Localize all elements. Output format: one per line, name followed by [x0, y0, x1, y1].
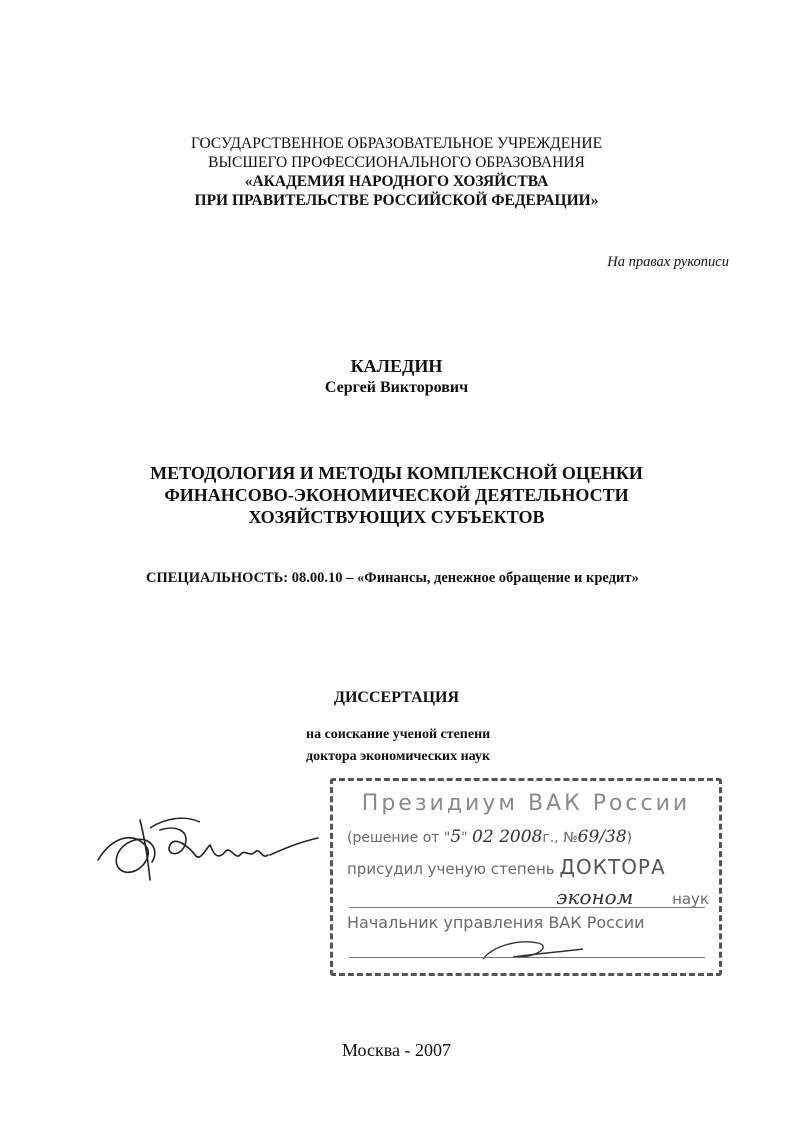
institution-line-3: «АКАДЕМИЯ НАРОДНОГО ХОЗЯЙСТВА: [244, 173, 549, 190]
city-year: Москва - 2007: [342, 1040, 451, 1060]
stamp-field-handwritten: эконом: [556, 885, 634, 909]
dissertation-title: [0, 462, 793, 528]
stamp-field-suffix: наук: [672, 890, 709, 908]
stamp-decision-day: 5: [450, 827, 462, 847]
author-surname: КАЛЕДИН: [350, 356, 443, 376]
degree-line-2: доктора экономических наук: [306, 749, 491, 764]
stamp-awarded-text: присудил ученую степень: [347, 860, 555, 878]
stamp-degree-word: ДОКТОРА: [559, 855, 666, 879]
title-line-1: МЕТОДОЛОГИЯ И МЕТОДЫ КОМПЛЕКСНОЙ ОЦЕНКИ: [150, 463, 643, 483]
stamp-chief: Начальник управления ВАК России: [347, 913, 645, 932]
stamp-header: Президиум ВАК России: [361, 791, 691, 816]
specialty-line: СПЕЦИАЛЬНОСТЬ: 08.00.10 – «Финансы, денежное обращение и кредит»: [146, 570, 639, 586]
institution-line-2: ВЫСШЕГО ПРОФЕССИОНАЛЬНОГО ОБРАЗОВАНИЯ: [208, 154, 585, 171]
handwritten-signature: [90, 800, 320, 900]
vak-presidium-stamp: [330, 778, 722, 976]
stamp-decision-year-suffix: г., №: [542, 830, 578, 846]
institution-line-4: ПРИ ПРАВИТЕЛЬСТВЕ РОССИЙСКОЙ ФЕДЕРАЦИИ»: [194, 192, 599, 209]
manuscript-rights-note: На правах рукописи: [607, 254, 729, 270]
title-line-3: ХОЗЯЙСТВУЮЩИХ СУБЪЕКТОВ: [248, 507, 545, 527]
stamp-decision-number: 69/38: [577, 827, 627, 847]
document-type: ДИССЕРТАЦИЯ: [333, 689, 460, 706]
title-line-2: ФИНАНСОВО-ЭКОНОМИЧЕСКОЙ ДЕЯТЕЛЬНОСТИ: [164, 485, 629, 505]
degree-line-1: на соискание ученой степени: [306, 727, 491, 742]
stamp-decision-prefix: (решение от ": [347, 830, 451, 846]
stamp-chief-signature: [333, 781, 725, 979]
stamp-decision-close: ): [626, 830, 633, 846]
institution-line-1: ГОСУДАРСТВЕННОЕ ОБРАЗОВАТЕЛЬНОЕ УЧРЕЖДЕНИЕ: [190, 135, 603, 152]
author-names: Сергей Викторович: [324, 379, 469, 396]
stamp-decision-mid: ": [461, 830, 468, 846]
institution-header: [0, 134, 793, 210]
stamp-decision-date: 02 2008: [472, 827, 543, 847]
degree-block: [306, 724, 490, 768]
stamp-underline-2: [349, 957, 705, 958]
author-block: [0, 355, 793, 398]
